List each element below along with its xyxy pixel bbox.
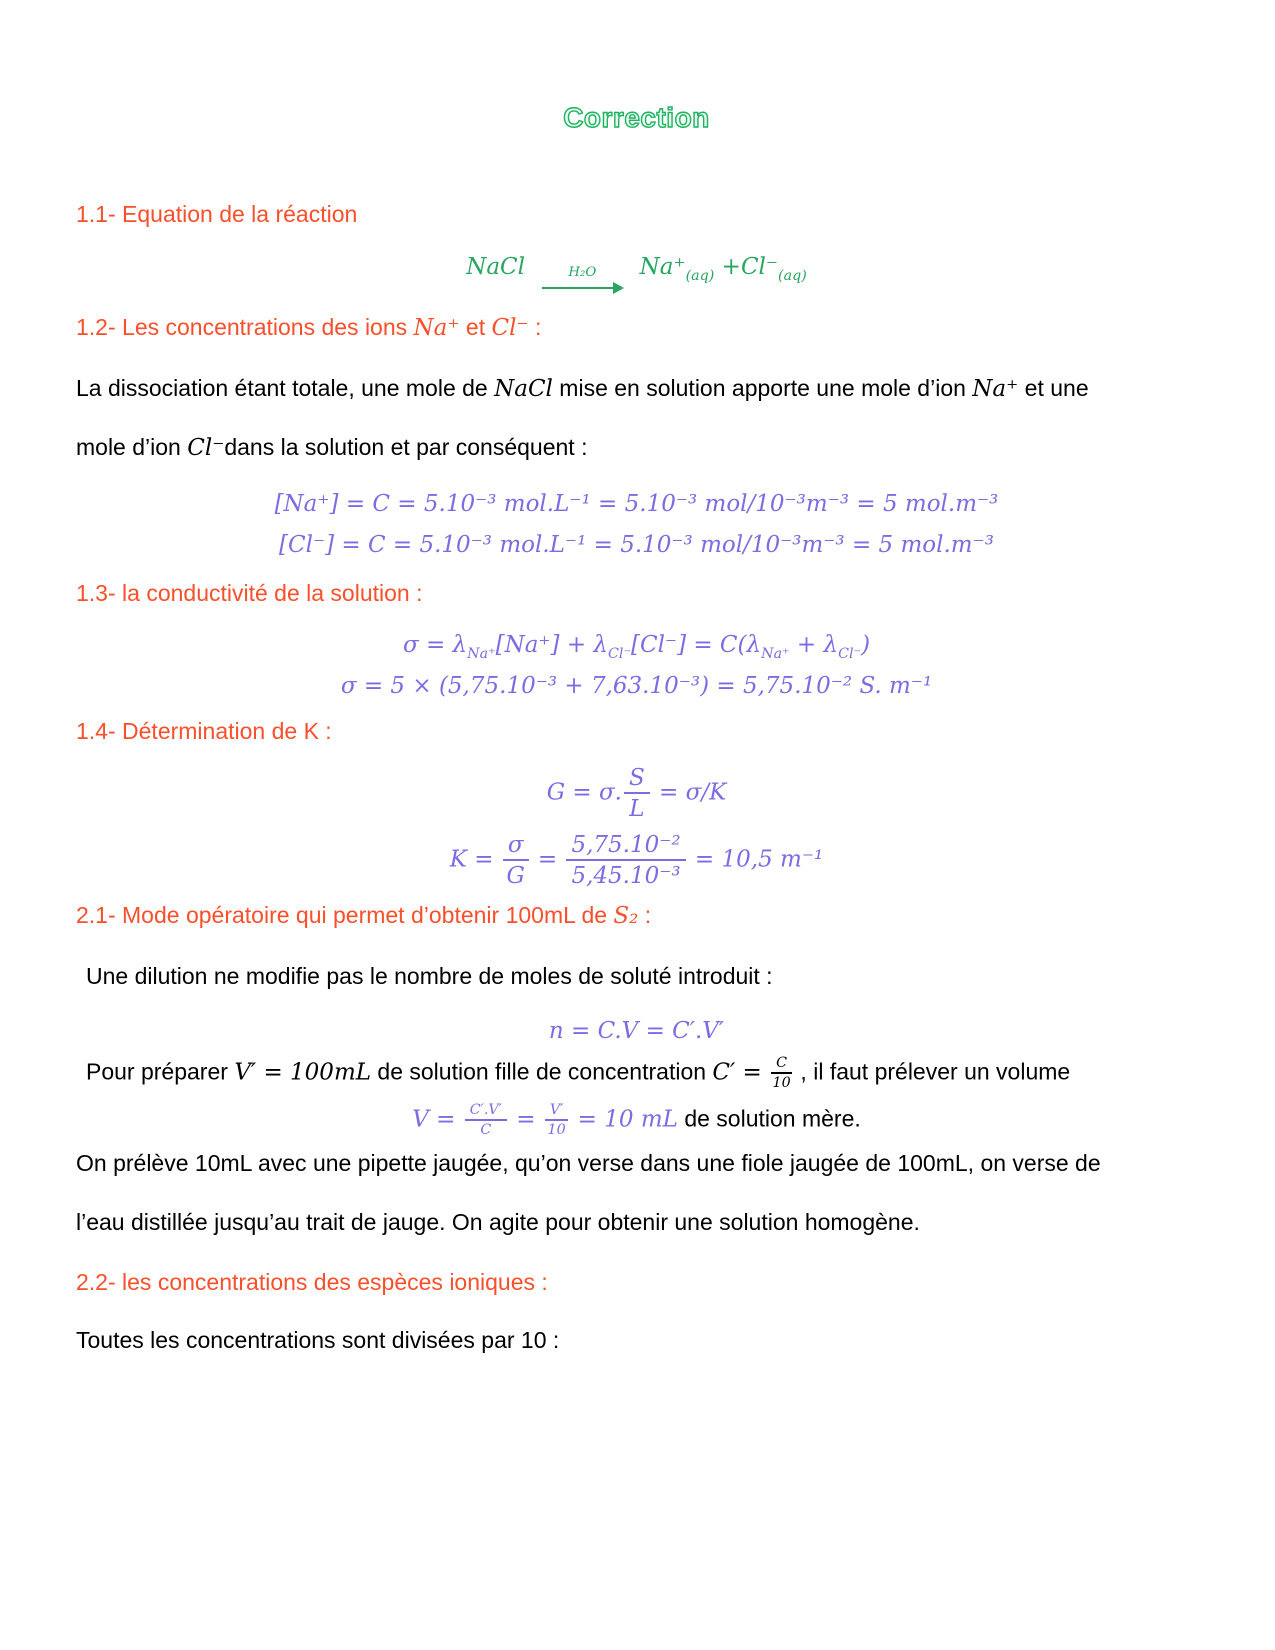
math-segment: [Na⁺] = C = 5.10⁻³ mol.L⁻¹ = 5.10⁻³ mol/10⁻³m⁻³ = 5 mol.m⁻³ (274, 490, 999, 517)
math-segment: G (506, 863, 525, 890)
text-segment: dans la solution et par conséquent : (224, 434, 588, 461)
fraction-denominator (548, 1121, 566, 1138)
fraction (503, 831, 529, 890)
equation-moles (76, 1015, 1197, 1046)
fraction-numerator (545, 1102, 569, 1121)
math-segment: G = σ. (546, 779, 622, 806)
fraction (566, 831, 685, 890)
subscript-segment: Na⁺ (467, 645, 496, 662)
fraction-numerator (503, 831, 529, 861)
math-segment: [Cl⁻] = C = 5.10⁻³ mol.L⁻¹ = 5.10⁻³ mol/10⁻³m⁻³ = 5 mol.m⁻³ (279, 532, 994, 559)
fraction-denominator (773, 1074, 791, 1091)
equation-concentration-cl (76, 529, 1197, 560)
fraction (771, 1055, 792, 1092)
paragraph-toutes: Toutes les concentrations sont divisées par 10 : (76, 1327, 560, 1354)
text-segment: Pour préparer (86, 1058, 235, 1085)
equation-volume (76, 1102, 1197, 1139)
equation-reaction (76, 251, 1197, 293)
math-segment: V = (412, 1105, 463, 1132)
fraction-numerator (771, 1055, 792, 1074)
section-heading-1-3: 1.3- la conductivité de la solution : (76, 580, 423, 607)
section-heading-1-1: 1.1- Equation de la réaction (76, 200, 358, 227)
fraction-denominator (571, 861, 680, 889)
text-segment: 1.2- Les concentrations des ions (76, 313, 414, 340)
math-segment: [Cl⁻] = C(λ (631, 631, 762, 658)
math-segment: = σ/K (651, 779, 727, 806)
math-segment: Na⁺ (972, 376, 1019, 403)
math-segment: σ (507, 831, 524, 858)
math-segment: L (629, 796, 645, 823)
equation-k-value (76, 831, 1197, 890)
fraction-denominator (507, 861, 525, 889)
fraction (624, 764, 650, 823)
fraction-numerator (566, 831, 685, 861)
arrow-shaft (542, 287, 622, 289)
math-segment: = 10 mL (570, 1105, 678, 1132)
subscript-segment: Na⁺ (761, 645, 790, 662)
reaction-arrow-icon (542, 266, 622, 293)
equation-sigma-general (76, 629, 1197, 660)
text-segment: : (638, 901, 652, 928)
text-segment: : (528, 313, 542, 340)
math-segment: 10 (547, 1121, 566, 1138)
math-segment: + λ (789, 631, 839, 658)
paragraph-on-preleve: On prélève 10mL avec une pipette jaugée, qu’on verse dans une fiole jaugée de 100mL, on verse de (76, 1150, 1101, 1177)
text-segment: mise en solution apporte une mole d’ion (552, 375, 973, 402)
math-segment: 5,75.10⁻² (571, 831, 681, 858)
fraction (545, 1102, 569, 1139)
math-segment: NaCl (466, 254, 533, 281)
arrow-label: H₂O (568, 265, 597, 281)
section-heading-1-2 (76, 312, 1197, 343)
fraction-numerator (465, 1102, 507, 1121)
text-segment: de solution mère. (677, 1104, 861, 1131)
math-segment: Cl⁻ (187, 435, 225, 462)
math-segment: C′.V′ (469, 1101, 502, 1118)
math-segment: Na⁺ (413, 314, 460, 341)
text-segment: de solution fille de concentration (371, 1058, 713, 1085)
math-segment: K = (449, 846, 501, 873)
math-segment: σ = λ (402, 631, 468, 658)
fraction-denominator (480, 1121, 491, 1138)
text-segment: La dissociation étant totale, une mole de (76, 375, 495, 402)
fraction-numerator (624, 764, 650, 794)
math-segment: C′ = (712, 1059, 770, 1086)
math-segment: V′ = 100mL (234, 1059, 372, 1086)
fraction (465, 1102, 507, 1139)
text-segment: 2.1- Mode opératoire qui permet d’obtenir 100mL de (76, 901, 614, 928)
math-segment: V′ (549, 1101, 564, 1118)
math-segment: Na⁺ (632, 254, 686, 281)
paragraph-pour-preparer (76, 1055, 1197, 1092)
math-segment: [Na⁺] + λ (495, 631, 609, 658)
paragraph-dilution: Une dilution ne modifie pas le nombre de moles de soluté introduit : (86, 963, 773, 989)
math-segment: Cl⁻ (491, 314, 529, 341)
equation-conductance (76, 764, 1197, 823)
math-segment: 5,45.10⁻³ (571, 863, 681, 890)
section-heading-2-2: 2.2- les concentrations des espèces ioniques : (76, 1269, 548, 1295)
subscript-segment: Cl⁻ (838, 645, 862, 662)
math-segment: = (530, 846, 565, 873)
text-segment: et (459, 313, 492, 340)
text-segment: mole d’ion (76, 434, 188, 461)
section-heading-2-1 (76, 900, 1197, 931)
page-title: Correction (563, 102, 710, 133)
paragraph-eau-distillee: l’eau distillée jusqu’au trait de jauge. On agite pour obtenir une solution homogène. (76, 1208, 920, 1235)
subscript-segment: (aq) (778, 268, 807, 285)
math-segment: C (480, 1121, 492, 1138)
math-segment: NaCl (494, 376, 553, 403)
text-segment: et une (1018, 375, 1089, 402)
math-segment: ) (861, 631, 871, 658)
math-segment: S (628, 764, 645, 791)
math-segment: +Cl⁻ (714, 254, 779, 281)
math-segment: 10 (772, 1075, 791, 1092)
subscript-segment: (aq) (685, 268, 715, 285)
math-segment: = (508, 1105, 543, 1132)
section-heading-1-4: 1.4- Détermination de K : (76, 717, 332, 744)
paragraph-dissociation-line-2 (76, 432, 1197, 463)
math-segment: C (776, 1054, 788, 1071)
text-segment: , il faut prélever un volume (794, 1058, 1071, 1085)
fraction-denominator (629, 794, 644, 822)
paragraph-dissociation-line-1 (76, 373, 1197, 404)
math-segment: n = C.V = C′.V′ (548, 1018, 725, 1045)
equation-sigma-value (76, 670, 1197, 701)
math-segment: σ = 5 × (5,75.10⁻³ + 7,63.10⁻³) = 5,75.10⁻² S. m⁻¹ (340, 673, 933, 700)
equation-concentration-na (76, 488, 1197, 519)
title-row (76, 100, 1197, 137)
subscript-segment: Cl⁻ (608, 645, 631, 662)
math-segment: S₂ (613, 902, 639, 929)
math-segment: = 10,5 m⁻¹ (687, 846, 824, 873)
